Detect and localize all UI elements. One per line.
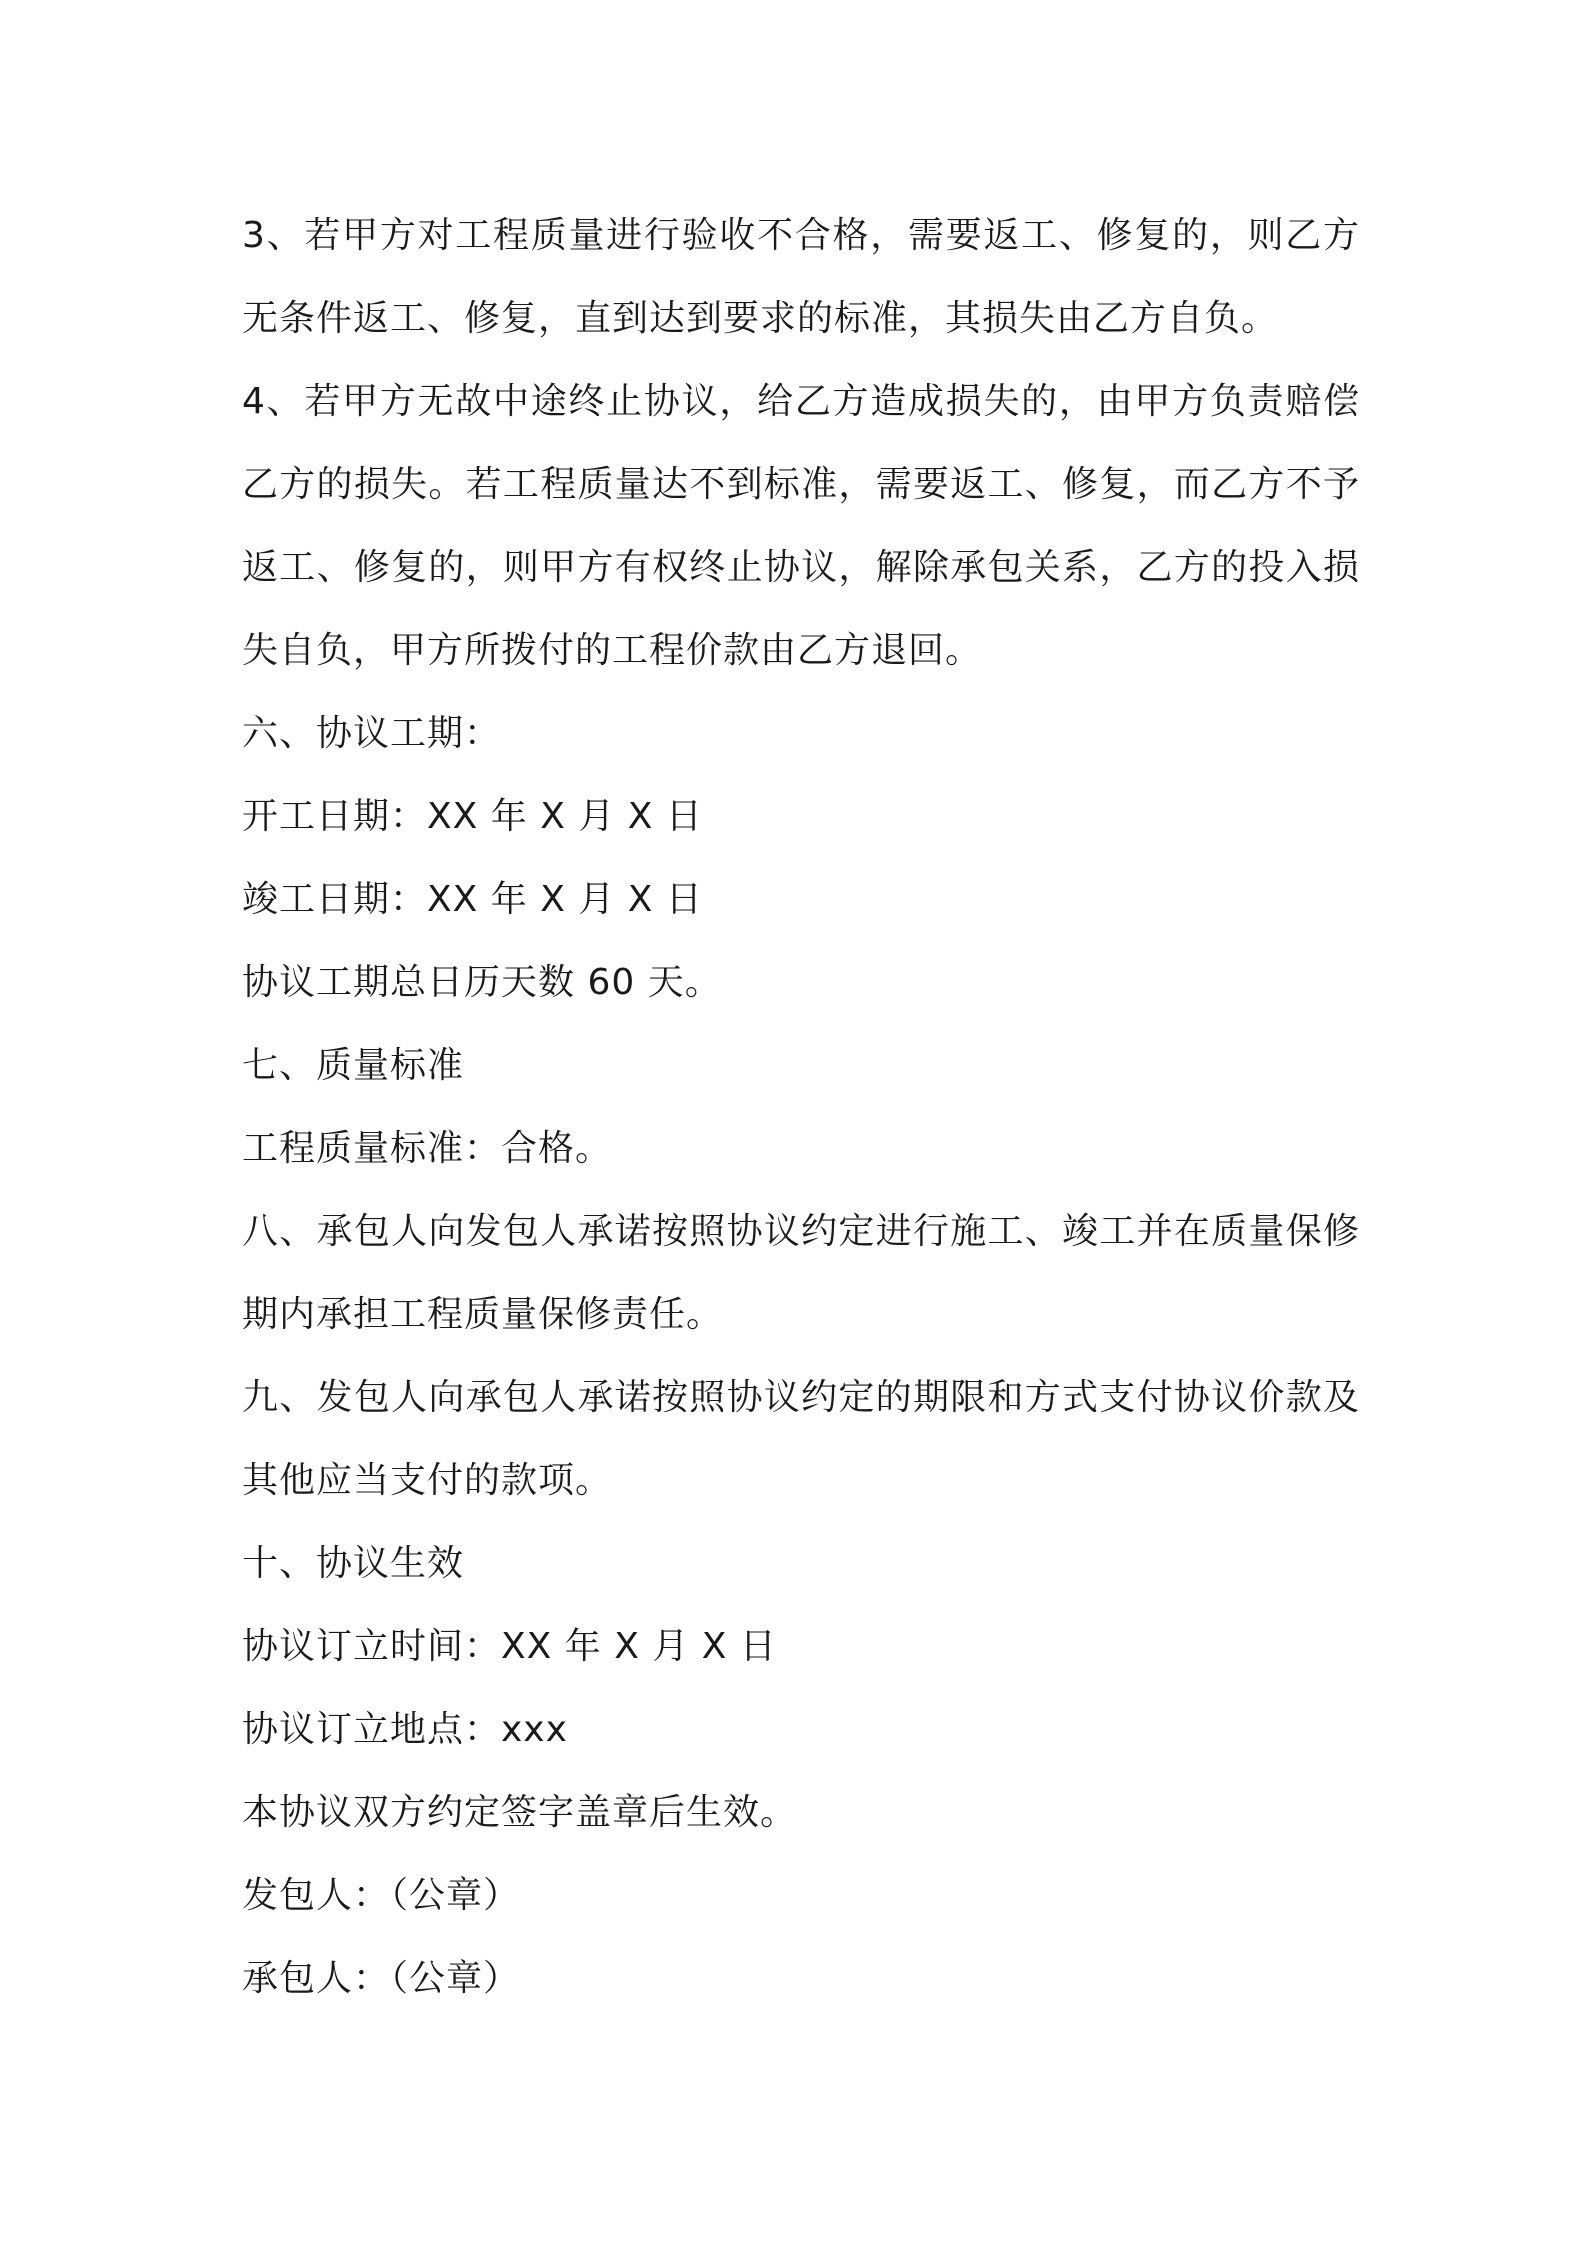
section-9-line-2: 其他应当支付的款项。	[242, 1460, 613, 1501]
total-duration: 协议工期总日历天数 60 天。	[242, 962, 722, 1003]
signing-place: 协议订立地点：xxx	[242, 1709, 568, 1750]
clause-4-line-2: 乙方的损失。若工程质量达不到标准，需要返工、修复，而乙方不予	[242, 464, 1360, 505]
completion-date: 竣工日期：XX 年 X 月 X 日	[242, 879, 703, 920]
section-7-heading: 七、质量标准	[242, 1045, 465, 1086]
signing-time: 协议订立时间：XX 年 X 月 X 日	[242, 1626, 777, 1667]
section-6-heading: 六、协议工期：	[242, 713, 502, 754]
employer-seal: 发包人：（公章）	[242, 1875, 521, 1916]
clause-3-line-1: 3、若甲方对工程质量进行验收不合格，需要返工、修复的，则乙方	[242, 215, 1360, 256]
section-8-line-2: 期内承担工程质量保修责任。	[242, 1294, 724, 1335]
quality-standard: 工程质量标准：合格。	[242, 1128, 613, 1169]
document-body	[242, 194, 1360, 2020]
clause-3-line-2: 无条件返工、修复，直到达到要求的标准，其损失由乙方自负。	[242, 298, 1279, 339]
start-date: 开工日期：XX 年 X 月 X 日	[242, 796, 703, 837]
clause-4-line-4: 失自负，甲方所拨付的工程价款由乙方退回。	[242, 630, 983, 671]
section-8-line-1: 八、承包人向发包人承诺按照协议约定进行施工、竣工并在质量保修	[242, 1211, 1360, 1252]
clause-4-line-1: 4、若甲方无故中途终止协议，给乙方造成损失的，由甲方负责赔偿	[242, 381, 1360, 422]
effective-clause: 本协议双方约定签字盖章后生效。	[242, 1792, 798, 1833]
section-9-line-1: 九、发包人向承包人承诺按照协议约定的期限和方式支付协议价款及	[242, 1377, 1360, 1418]
section-10-heading: 十、协议生效	[242, 1543, 465, 1584]
contractor-seal: 承包人：（公章）	[242, 1958, 521, 1999]
clause-4-line-3: 返工、修复的，则甲方有权终止协议，解除承包关系，乙方的投入损	[242, 547, 1360, 588]
